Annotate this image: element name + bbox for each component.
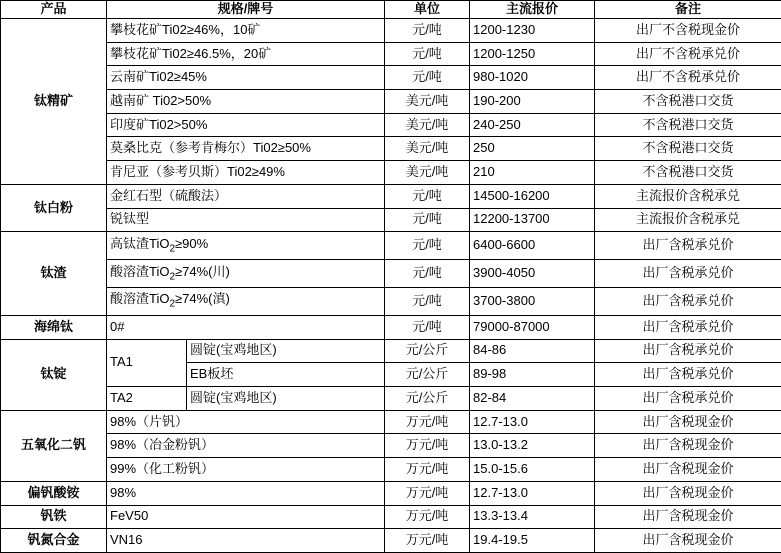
remark-cell: 出厂含税承兑价 bbox=[595, 363, 781, 387]
table-row bbox=[1, 529, 781, 553]
spec-cell: 高钛渣TiO$_2$≥90% bbox=[107, 232, 385, 260]
remark-cell: 出厂含税现金价 bbox=[595, 481, 781, 505]
unit-cell: 元/吨 bbox=[385, 184, 470, 208]
remark-cell: 出厂含税现金价 bbox=[595, 458, 781, 482]
price-cell: 19.4-19.5 bbox=[470, 529, 595, 553]
product-name-cell: 钒铁 bbox=[1, 505, 107, 529]
remark-cell: 出厂含税承兑价 bbox=[595, 315, 781, 339]
table-row bbox=[1, 18, 781, 42]
header-remark: 备注 bbox=[595, 1, 781, 19]
unit-cell: 美元/吨 bbox=[385, 90, 470, 114]
remark-cell: 不含税港口交货 bbox=[595, 113, 781, 137]
product-name-cell: 钛渣 bbox=[1, 232, 107, 316]
price-cell: 12.7-13.0 bbox=[470, 410, 595, 434]
spec-cell: VN16 bbox=[107, 529, 385, 553]
unit-cell: 万元/吨 bbox=[385, 410, 470, 434]
unit-cell: 元/吨 bbox=[385, 208, 470, 232]
header-spec: 规格/牌号 bbox=[107, 1, 385, 19]
spec-grade-cell: TA2 bbox=[107, 387, 187, 411]
header-row bbox=[1, 1, 781, 19]
table-row bbox=[1, 387, 781, 411]
table-header bbox=[1, 1, 781, 19]
price-cell: 15.0-15.6 bbox=[470, 458, 595, 482]
price-cell: 14500-16200 bbox=[470, 184, 595, 208]
unit-cell: 万元/吨 bbox=[385, 481, 470, 505]
remark-cell: 出厂含税承兑价 bbox=[595, 339, 781, 363]
table-row bbox=[1, 137, 781, 161]
price-cell: 13.0-13.2 bbox=[470, 434, 595, 458]
header-unit: 单位 bbox=[385, 1, 470, 19]
table-row bbox=[1, 505, 781, 529]
product-name-cell: 钛锭 bbox=[1, 339, 107, 410]
table-row bbox=[1, 315, 781, 339]
spec-cell: 攀枝花矿Ti02≥46.5%，20矿 bbox=[107, 42, 385, 66]
remark-cell: 出厂不含税承兑价 bbox=[595, 42, 781, 66]
remark-cell: 不含税港口交货 bbox=[595, 90, 781, 114]
unit-cell: 美元/吨 bbox=[385, 113, 470, 137]
spec-cell: 99%（化工粉钒） bbox=[107, 458, 385, 482]
spec-cell: 酸溶渣TiO$_2$≥74%(川) bbox=[107, 260, 385, 288]
unit-cell: 元/吨 bbox=[385, 315, 470, 339]
unit-cell: 美元/吨 bbox=[385, 137, 470, 161]
spec-grade-cell: TA1 bbox=[107, 339, 187, 386]
table-row bbox=[1, 458, 781, 482]
remark-cell: 出厂含税现金价 bbox=[595, 410, 781, 434]
unit-cell: 万元/吨 bbox=[385, 529, 470, 553]
unit-cell: 万元/吨 bbox=[385, 434, 470, 458]
unit-cell: 元/吨 bbox=[385, 42, 470, 66]
table-row bbox=[1, 288, 781, 316]
price-cell: 190-200 bbox=[470, 90, 595, 114]
table-row bbox=[1, 184, 781, 208]
table-body bbox=[1, 18, 781, 552]
unit-cell: 元/吨 bbox=[385, 260, 470, 288]
price-cell: 3700-3800 bbox=[470, 288, 595, 316]
spec-cell: 0# bbox=[107, 315, 385, 339]
table-row bbox=[1, 208, 781, 232]
spec-cell: 莫桑比克（参考肯梅尔）Ti02≥50% bbox=[107, 137, 385, 161]
price-cell: 82-84 bbox=[470, 387, 595, 411]
price-cell: 1200-1230 bbox=[470, 18, 595, 42]
remark-cell: 不含税港口交货 bbox=[595, 137, 781, 161]
unit-cell: 元/吨 bbox=[385, 18, 470, 42]
remark-cell: 出厂不含税现金价 bbox=[595, 18, 781, 42]
table-row bbox=[1, 90, 781, 114]
header-product: 产品 bbox=[1, 1, 107, 19]
price-cell: 79000-87000 bbox=[470, 315, 595, 339]
spec-cell: 越南矿 Ti02>50% bbox=[107, 90, 385, 114]
unit-cell: 元/吨 bbox=[385, 232, 470, 260]
price-cell: 3900-4050 bbox=[470, 260, 595, 288]
header-price: 主流报价 bbox=[470, 1, 595, 19]
unit-cell: 元/吨 bbox=[385, 288, 470, 316]
spec-cell: 98% bbox=[107, 481, 385, 505]
spec-form-cell: 圆锭(宝鸡地区) bbox=[187, 387, 385, 411]
spec-cell: FeV50 bbox=[107, 505, 385, 529]
spec-cell: 98%（冶金粉钒） bbox=[107, 434, 385, 458]
table-row bbox=[1, 410, 781, 434]
price-cell: 1200-1250 bbox=[470, 42, 595, 66]
table-row bbox=[1, 260, 781, 288]
remark-cell: 出厂含税承兑价 bbox=[595, 288, 781, 316]
unit-cell: 万元/吨 bbox=[385, 505, 470, 529]
remark-cell: 出厂含税现金价 bbox=[595, 505, 781, 529]
unit-cell: 元/公斤 bbox=[385, 387, 470, 411]
spec-cell: 攀枝花矿Ti02≥46%，10矿 bbox=[107, 18, 385, 42]
spec-cell: 酸溶渣TiO$_2$≥74%(滇) bbox=[107, 288, 385, 316]
table-row bbox=[1, 113, 781, 137]
price-cell: 6400-6600 bbox=[470, 232, 595, 260]
product-name-cell: 五氧化二钒 bbox=[1, 410, 107, 481]
price-cell: 12200-13700 bbox=[470, 208, 595, 232]
table-row bbox=[1, 42, 781, 66]
price-cell: 13.3-13.4 bbox=[470, 505, 595, 529]
table-row bbox=[1, 434, 781, 458]
table-row bbox=[1, 161, 781, 185]
table-row bbox=[1, 232, 781, 260]
product-name-cell: 海绵钛 bbox=[1, 315, 107, 339]
spec-cell: 锐钛型 bbox=[107, 208, 385, 232]
unit-cell: 万元/吨 bbox=[385, 458, 470, 482]
spec-cell: 云南矿Ti02≥45% bbox=[107, 66, 385, 90]
price-cell: 240-250 bbox=[470, 113, 595, 137]
remark-cell: 出厂含税现金价 bbox=[595, 529, 781, 553]
spec-form-cell: 圆锭(宝鸡地区) bbox=[187, 339, 385, 363]
product-name-cell: 钛白粉 bbox=[1, 184, 107, 231]
remark-cell: 主流报价含税承兑 bbox=[595, 184, 781, 208]
price-cell: 210 bbox=[470, 161, 595, 185]
spec-cell: 98%（片钒） bbox=[107, 410, 385, 434]
product-name-cell: 钒氮合金 bbox=[1, 529, 107, 553]
remark-cell: 不含税港口交货 bbox=[595, 161, 781, 185]
product-name-cell: 偏钒酸铵 bbox=[1, 481, 107, 505]
spec-cell: 印度矿Ti02>50% bbox=[107, 113, 385, 137]
spec-form-cell: EB板坯 bbox=[187, 363, 385, 387]
price-cell: 12.7-13.0 bbox=[470, 481, 595, 505]
price-cell: 980-1020 bbox=[470, 66, 595, 90]
remark-cell: 出厂含税承兑价 bbox=[595, 387, 781, 411]
remark-cell: 出厂含税承兑价 bbox=[595, 232, 781, 260]
table-row bbox=[1, 481, 781, 505]
unit-cell: 美元/吨 bbox=[385, 161, 470, 185]
spec-cell: 肯尼亚（参考贝斯）Ti02≥49% bbox=[107, 161, 385, 185]
unit-cell: 元/公斤 bbox=[385, 363, 470, 387]
remark-cell: 出厂含税现金价 bbox=[595, 434, 781, 458]
remark-cell: 出厂不含税承兑价 bbox=[595, 66, 781, 90]
table-row bbox=[1, 66, 781, 90]
remark-cell: 主流报价含税承兑 bbox=[595, 208, 781, 232]
remark-cell: 出厂含税承兑价 bbox=[595, 260, 781, 288]
unit-cell: 元/吨 bbox=[385, 66, 470, 90]
spec-cell: 金红石型（硫酸法） bbox=[107, 184, 385, 208]
table-row bbox=[1, 339, 781, 363]
price-cell: 89-98 bbox=[470, 363, 595, 387]
product-name-cell: 钛精矿 bbox=[1, 18, 107, 184]
price-cell: 84-86 bbox=[470, 339, 595, 363]
price-cell: 250 bbox=[470, 137, 595, 161]
unit-cell: 元/公斤 bbox=[385, 339, 470, 363]
